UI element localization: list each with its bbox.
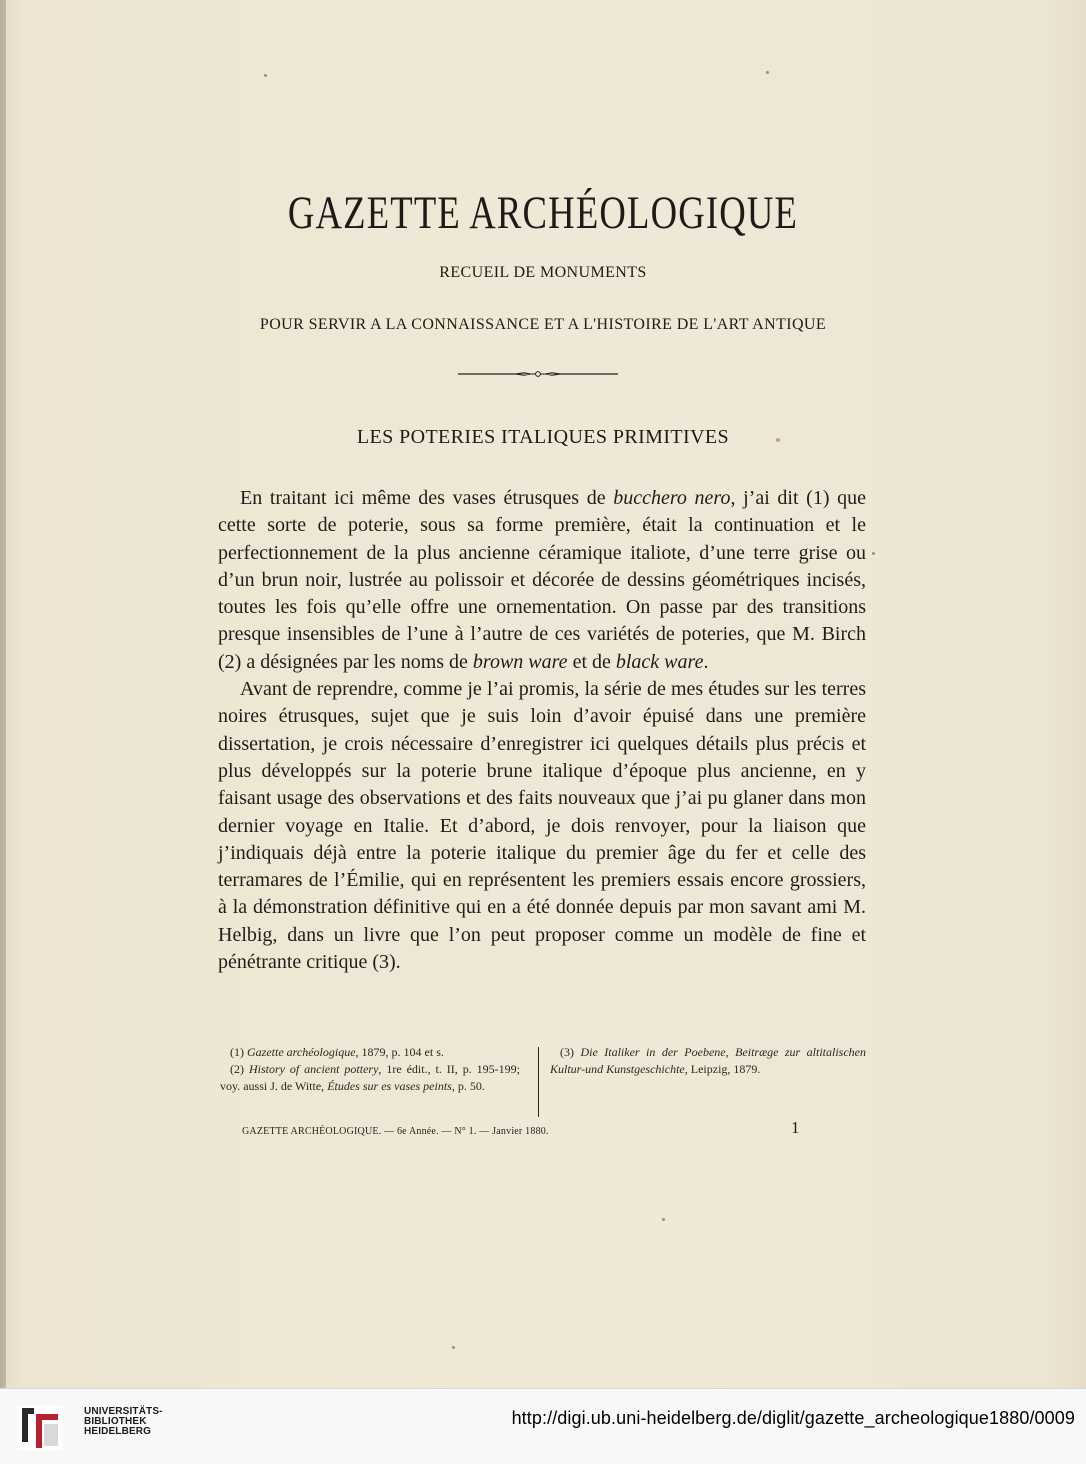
book-spine-shadow xyxy=(0,0,6,1388)
footnote-title: Études sur es vases peints xyxy=(327,1079,452,1093)
footnote-text: , 1re édit., t. II, p. 195-199; voy. aussi J. de Witte, xyxy=(220,1062,520,1093)
footnote-mark: (1) xyxy=(230,1045,247,1059)
footnote-mark: (2) xyxy=(230,1062,249,1076)
footnote-text: , Leipzig, 1879. xyxy=(684,1062,761,1076)
footnote-text: , xyxy=(725,1045,736,1059)
footnote-title: History of ancient pottery xyxy=(248,1062,379,1076)
italic-term: bucchero nero xyxy=(613,487,731,509)
journal-subtitle: RECUEIL DE MONUMENTS xyxy=(439,264,647,281)
journal-folio: GAZETTE ARCHÉOLOGIQUE. — 6e Année. — N° 1. — Janvier 1880. xyxy=(242,1126,549,1137)
footnotes-left-column xyxy=(220,1044,520,1095)
library-name: UNIVERSITÄTS- BIBLIOTHEK HEIDELBERG xyxy=(84,1406,163,1437)
library-footer xyxy=(0,1388,1086,1464)
article-paragraph: Avant de reprendre, comme je l’ai promis, la série de mes études sur les terres noires étrusques, sujet que je suis loin d’avoir épuisé dans une première dissertation, je crois nécessaire d’enregistrer ici quelques détails plus précis et plus développés sur la poterie brune italique d’époque plus ancienne, en y faisant usage des observations et des faits nouveaux que j’ai pu glaner dans mon dernier voyage en Italie. Et d’abord, je dois renvoyer, pour la liaison que j’indiquais déjà entre la poterie italique du premier âge du fer et celle des terramares de l’Émilie, qui en représentent les premiers essais encore grossiers, à la démonstration définitive qui en a été donnée depuis par mon savant ami M. Helbig, dans un livre que l’on peut proposer comme un modèle de fine et pénétrante critique (3). xyxy=(218,678,866,974)
article-paragraph xyxy=(218,485,866,676)
footnotes-right-column xyxy=(550,1044,866,1078)
footnote-title: Die Italiker in der Poebene xyxy=(580,1045,726,1059)
paragraph-text: et de xyxy=(567,650,616,673)
paper-speck xyxy=(264,74,267,77)
footnote-2 xyxy=(220,1061,520,1095)
paper-speck xyxy=(452,1346,455,1349)
footnote-3 xyxy=(550,1044,866,1078)
footnote-title: Beitræge zur altitalischen Kultur-und Kunstgeschichte xyxy=(550,1045,866,1076)
article-title: LES POTERIES ITALIQUES PRIMITIVES xyxy=(356,426,730,448)
article-body xyxy=(218,485,866,976)
paper-speck xyxy=(872,552,875,555)
italic-term: brown ware xyxy=(472,650,568,673)
footnote-text: , p. 50. xyxy=(451,1079,485,1093)
paper-speck xyxy=(766,71,769,74)
footnote-column-divider xyxy=(538,1047,539,1117)
paper-speck xyxy=(662,1218,665,1221)
page-number: 1 xyxy=(791,1118,800,1137)
university-library-logo-icon[interactable] xyxy=(16,1404,64,1452)
footnote-1 xyxy=(220,1044,520,1061)
paragraph-text: En traitant ici même des vases étrusques de xyxy=(240,487,614,509)
footnote-mark: (3) xyxy=(560,1045,581,1059)
journal-title: GAZETTE ARCHÉOLOGIQUE xyxy=(287,187,799,239)
footnote-title: Gazette archéologique xyxy=(247,1045,356,1059)
paragraph-text: . xyxy=(703,650,709,673)
paragraph-text: , j’ai dit (1) que cette sorte de poterie, sous sa forme première, était la continuation et le perfectionnement de la plus ancienne céramique italiote, d’une terre grise ou d’un brun noir, lustrée au polissoir et décorée de dessins géométriques incisés, toutes les fois qu’elle offre une ornementation. On passe par des transitions presque insensibles de l’une à l’autre de ces variétés de poteries, que M. Birch (2) a désignées par les noms de xyxy=(218,487,866,673)
footnote-text: , 1879, p. 104 et s. xyxy=(355,1045,444,1059)
italic-term: black ware xyxy=(615,650,704,673)
permalink-url[interactable]: http://digi.ub.uni-heidelberg.de/diglit/gazette_archeologique1880/0009 xyxy=(511,1408,1075,1428)
journal-tagline: POUR SERVIR A LA CONNAISSANCE ET A L'HISTOIRE DE L'ART ANTIQUE xyxy=(259,316,827,333)
ornamental-rule-icon xyxy=(458,369,618,379)
footnotes xyxy=(220,1044,866,1122)
